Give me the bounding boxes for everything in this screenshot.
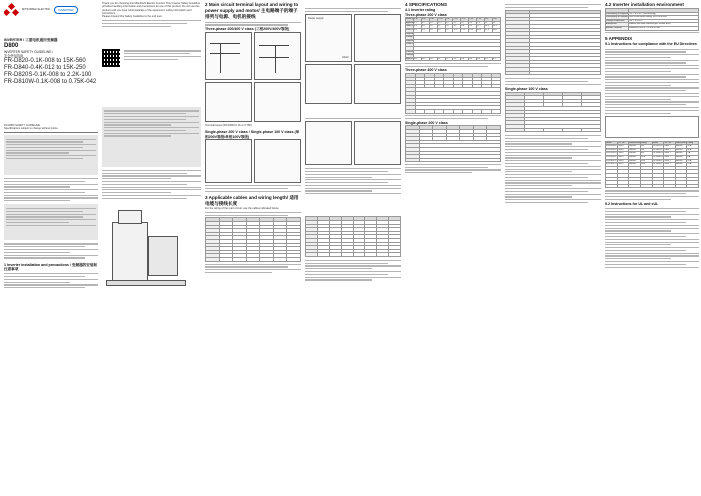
rating-table-400v — [405, 73, 501, 114]
environment-table: Surrounding air temperature -10°C to +50°C (non-freezing) Surrounding air humidity With circuit board coating: 95% RH or less Storage temperature -20°C to +65°C Atmosphere Indoors (free from corrosive gas, oil mist, dust) Altitude / vibration Maximum 2500 m, 5.9 m/s² or less — [605, 8, 699, 31]
section-52-heading: 5.2 Instructions for UL and cUL — [605, 201, 659, 206]
section-2-heading: 2 Main circuit terminal layout and wiring to power supply and motor/ 主电路端子的端子排列与电源、电机的接线 — [205, 2, 299, 19]
cover-subtitle-2: 安全使用指南 — [4, 53, 24, 58]
cover-column — [4, 0, 98, 496]
power-wiring-diagram-3 — [305, 64, 352, 104]
installation-drawing — [102, 202, 201, 290]
rating-table-single-200v — [405, 125, 501, 162]
brand-logo — [4, 4, 98, 16]
section-5-heading: 5 APPENDIX — [605, 36, 633, 42]
series-name: D800 — [4, 42, 19, 49]
terminal-layout-diagram-4 — [254, 82, 301, 122]
section-42-heading: 4.2 Inverter installation environment — [605, 2, 684, 7]
model-range-4: FR-D810W-0.1K-008 to 0.75K-042 — [4, 78, 97, 85]
spec-continued-column — [505, 0, 601, 496]
power-supply-label: Power supply — [308, 16, 324, 20]
single-phase-diagram-1 — [205, 139, 252, 183]
single-phase-diagram-2 — [254, 139, 301, 183]
cable-table — [205, 217, 301, 261]
spec-column — [405, 0, 501, 496]
section-51-heading: 5.1 Instructions for compliance with the EU Directives — [605, 42, 697, 47]
common-spec-table — [505, 10, 601, 76]
model-range-2: FR-D840-0.4K-012 to 15K-250 — [4, 64, 86, 71]
terminal-layout-caption: Terminal layout (FR-D820-0.1K to 0.75K) — [205, 123, 252, 127]
diagram-column — [305, 0, 401, 496]
motor-label: Motor — [342, 55, 349, 59]
model-range-3: FR-D820S-0.1K-008 to 2.2K-100 — [4, 71, 92, 78]
wiring-length-table — [305, 216, 401, 257]
revision-table — [4, 135, 98, 175]
section-4-heading: 4 SPECIFICATIONS — [405, 2, 448, 7]
spec-note: Specifications subject to change without notice. — [4, 126, 59, 130]
power-wiring-diagram-2 — [354, 14, 401, 62]
rating-model-label: Model — [406, 18, 412, 21]
intro-paragraph-2: Please forward this Safety Guideline to the end user. — [102, 15, 163, 19]
section-3-heading: 3 Applicable cables and wiring length/ 适用电缆与接线长度 — [205, 194, 299, 206]
terminal-layout-diagram-1 — [205, 32, 252, 80]
terminal-layout-diagram-2 — [254, 32, 301, 80]
fuse-table: Model Cat. No. Manufacturer Rating Model Cat. No. Manufacturer Rating FR-D820-0 Class T Mersen 1 A FR-D820-3 Class T Mersen 30 A FR-D820-0 Class T Mersen 3 A FR-D820-5 Class T Mersen 40 A FR-D820-0 Class T Mersen 6 A FR-D840-0 Class T Mersen 3 A FR-D820-0 Class T Mersen 10 A FR-D840-0 Class T Mersen 6 A FR-D820-1 Class T Mersen 15 A FR-D840-1 Class T Mersen 10 A FR-D820-2 Class T Mersen 20 A FR-D840-2 Class T Mersen 15 A — [605, 141, 699, 189]
section-41d-heading: Single-phase 100 V class — [505, 87, 548, 91]
terminal-layout-diagram-3 — [205, 82, 252, 122]
power-wiring-diagram-1 — [305, 14, 352, 62]
section-1-heading: 1 Inverter installation and precautions / 变频器的安装和注意事项 — [4, 262, 98, 272]
rating-table-single-100v — [505, 92, 601, 133]
manual-number: FR-D800 SAFETY GUIDELINE — [4, 123, 40, 127]
section-41-heading: 4.1 Inverter rating — [405, 8, 436, 12]
rating-table-200v: Model 0.1K 0.2K 0.4K 0.75K 1.5K 2.2K 3.7K 5.5K 7.5K 11K 15K Applica 0.1 0.2 0.4 0.75 1.5 2.2 3.7 5.5 7.5 11 15 Rated 0.3 0.6 1.0 1.7 2.8 4.0 6.6 9.5 12.7 18.3 24.1 Rated 0.8 1.5 3.0 5.0 8.0 11.0 17.5 24.0 33.0 47.0 60.0 Overload Voltage Regene Power Protect Cooling Approx. 0.6 0.6 0.9 1.1 1.5 1.5 1.8 3.3 3.3 6.7 6.7 — [405, 17, 501, 61]
cable-note: For the wiring of the main circuit, use the cables indicated below. — [205, 206, 280, 210]
brand-name: MITSUBISHI ELECTRIC — [22, 8, 51, 12]
intro-column — [102, 0, 201, 496]
single-phase-power-diagram-2 — [354, 121, 401, 165]
section-2a-heading: Three-phase 200/400 V class (三相200V/400V等级) — [205, 27, 290, 32]
section-41a-heading: Three-phase 200 V class — [405, 12, 447, 17]
appendix-column — [605, 0, 699, 496]
cover-subtitle-1: INVERTER SAFETY GUIDELINE / — [4, 49, 54, 54]
section-41c-heading: Single-phase 200 V class — [405, 120, 448, 125]
section-2b-heading: Single-phase 200 V class / Single-phase 100 V class (单相200V等级/单相100V等级) — [205, 130, 300, 139]
section-41b-heading: Three-phase 400 V class — [405, 68, 447, 73]
model-range-1: FR-D820-0.1K-008 to 15K-560 — [4, 57, 86, 64]
single-phase-power-diagram-1 — [305, 121, 352, 165]
mitsubishi-logo-icon — [4, 4, 18, 16]
checklist-table — [102, 107, 201, 167]
intro-paragraph-1: Thank you for choosing this Mitsubishi Electric Inverter. This Inverter Safety Guideline provides handling information and precautions for use of this product. Do not use this product until you have full knowledge of the equipment, safety information and instructions. — [102, 2, 201, 15]
qr-code-icon — [102, 49, 120, 67]
eu-diagram — [605, 116, 699, 138]
safety-table — [4, 204, 98, 240]
wiring-column — [205, 0, 301, 496]
cover-title: INVERTER / 三菱电机通用变频器 — [4, 38, 58, 42]
series-badge: INVERTER — [54, 6, 77, 14]
power-wiring-diagram-4 — [354, 64, 401, 104]
